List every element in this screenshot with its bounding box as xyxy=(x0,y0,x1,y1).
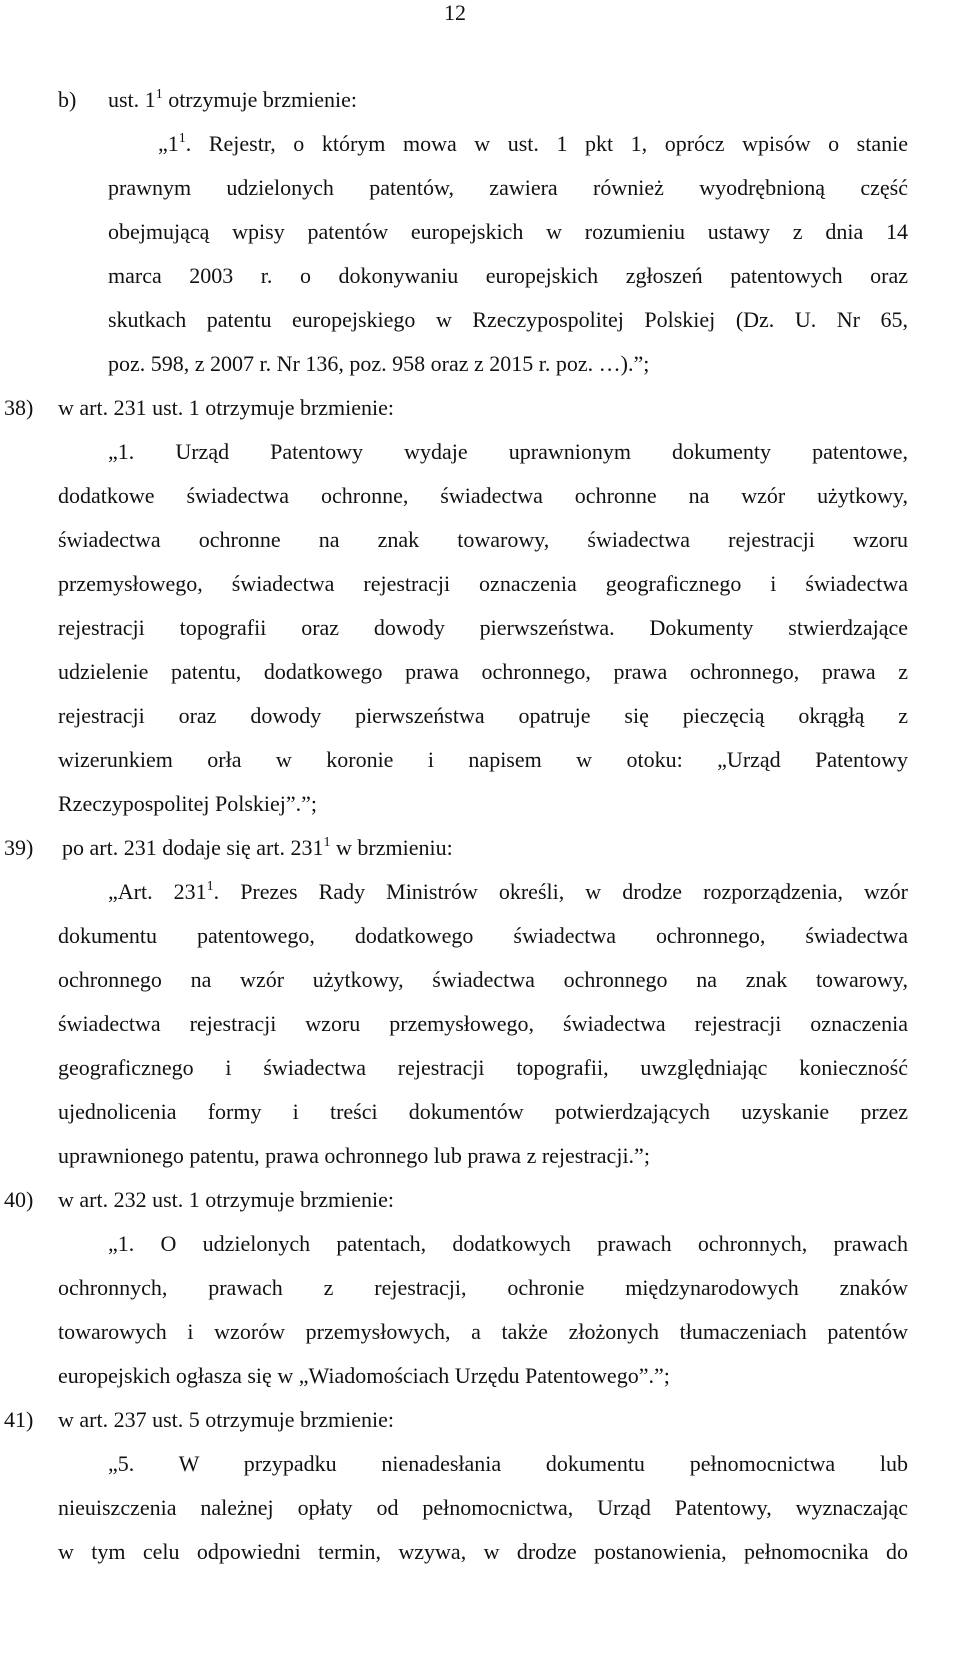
item-b-marker: b) xyxy=(58,87,77,112)
item-b-heading: ust. $1^1$ otrzymuje brzmienie: xyxy=(108,87,357,112)
item-b-text-line: prawnym udzielonych patentów, zawiera również wyodrębnioną część xyxy=(108,175,908,200)
item-41-text-line: „5. W przypadku nienadesłania dokumentu pełnomocnictwa lub xyxy=(108,1451,908,1476)
item-38-text-line: Rzeczypospolitej Polskiej”.”; xyxy=(58,791,318,816)
item-38-text-line: udzielenie patentu, dodatkowego prawa ochronnego, prawa ochronnego, prawa z xyxy=(58,659,908,684)
item-40-number: 40) xyxy=(4,1187,34,1212)
item-38-heading: w art. 231 ust. 1 otrzymuje brzmienie: xyxy=(58,395,395,420)
item-41-text-line: w tym celu odpowiedni termin, wzywa, w drodze postanowienia, pełnomocnika do xyxy=(58,1539,908,1564)
item-39-number: 39) xyxy=(4,835,34,860)
item-b-text-line: poz. 598, z 2007 r. Nr 136, poz. 958 oraz z 2015 r. poz. …).”; xyxy=(108,351,650,376)
item-38-text-line: „1. Urząd Patentowy wydaje uprawnionym dokumenty patentowe, xyxy=(108,439,908,464)
page-number: 12 xyxy=(444,0,466,25)
item-40-text-line: ochronnych, prawach z rejestracji, ochronie międzynarodowych znaków xyxy=(58,1275,908,1300)
item-40-text-line: europejskich ogłasza się w „Wiadomościach Urzędu Patentowego”.”; xyxy=(58,1363,670,1388)
item-41-heading: w art. 237 ust. 5 otrzymuje brzmienie: xyxy=(58,1407,395,1432)
item-39-heading: po art. 231 dodaje się art. $231^1$ w brzmieniu: xyxy=(62,835,453,860)
item-39-text-line: świadectwa rejestracji wzoru przemysłowego, świadectwa rejestracji oznaczenia xyxy=(58,1011,908,1036)
item-40-text-line: „1. O udzielonych patentach, dodatkowych prawach ochronnych, prawach xyxy=(108,1231,908,1256)
item-b-text-line: $„1^1$. Rejestr, o którym mowa w ust. 1 pkt 1, oprócz wpisów o stanie xyxy=(158,131,908,156)
item-39-text-line: „Art. $231^1$. Prezes Rady Ministrów określi, w drodze rozporządzenia, wzór xyxy=(108,879,908,904)
item-b-text-line: skutkach patentu europejskiego w Rzeczypospolitej Polskiej (Dz. U. Nr 65, xyxy=(108,307,908,332)
item-41-number: 41) xyxy=(4,1407,34,1432)
item-39-text-line: ujednolicenia formy i treści dokumentów potwierdzających uzyskanie przez xyxy=(58,1099,908,1124)
item-38-text-line: rejestracji oraz dowody pierwszeństwa opatruje się pieczęcią okrągłą z xyxy=(58,703,908,728)
item-b-text-line: marca 2003 r. o dokonywaniu europejskich zgłoszeń patentowych oraz xyxy=(108,263,908,288)
item-38-text-line: przemysłowego, świadectwa rejestracji oznaczenia geograficznego i świadectwa xyxy=(58,571,908,596)
item-39-text-line: geograficznego i świadectwa rejestracji topografii, uwzględniając konieczność xyxy=(58,1055,908,1080)
item-39-text-line: ochronnego na wzór użytkowy, świadectwa ochronnego na znak towarowy, xyxy=(58,967,908,992)
item-39-text-line: dokumentu patentowego, dodatkowego świadectwa ochronnego, świadectwa xyxy=(58,923,908,948)
item-38-text-line: wizerunkiem orła w koronie i napisem w otoku: „Urząd Patentowy xyxy=(58,747,908,772)
item-39-text-line: uprawnionego patentu, prawa ochronnego lub prawa z rejestracji.”; xyxy=(58,1143,650,1168)
item-b-text-line: obejmującą wpisy patentów europejskich w rozumieniu ustawy z dnia 14 xyxy=(108,219,908,244)
item-38-text-line: rejestracji topografii oraz dowody pierwszeństwa. Dokumenty stwierdzające xyxy=(58,615,908,640)
item-38-text-line: dodatkowe świadectwa ochronne, świadectwa ochronne na wzór użytkowy, xyxy=(58,483,908,508)
item-38-text-line: świadectwa ochronne na znak towarowy, świadectwa rejestracji wzoru xyxy=(58,527,908,552)
item-38-number: 38) xyxy=(4,395,34,420)
item-40-heading: w art. 232 ust. 1 otrzymuje brzmienie: xyxy=(58,1187,395,1212)
item-41-text-line: nieuiszczenia należnej opłaty od pełnomocnictwa, Urząd Patentowy, wyznaczając xyxy=(58,1495,908,1520)
item-40-text-line: towarowych i wzorów przemysłowych, a także złożonych tłumaczeniach patentów xyxy=(58,1319,908,1344)
